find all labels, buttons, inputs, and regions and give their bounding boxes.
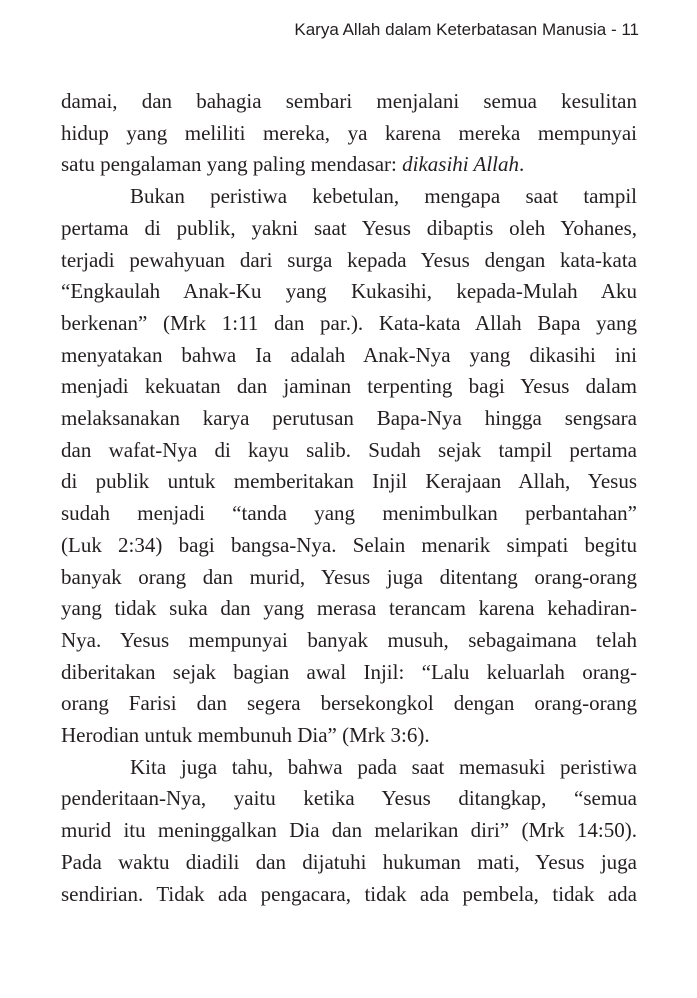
text-line: Herodian untuk membunuh Dia” (Mrk 3:6).: [61, 723, 430, 748]
emphasis-text: dikasihi Allah: [402, 152, 520, 177]
text-line: berkenan” (Mrk 1:11 dan par.). Kata-kata Allah Bapa yang: [61, 310, 637, 335]
text-line: Nya. Yesus mempunyai banyak musuh, sebagaimana telah: [61, 627, 637, 652]
text-line: banyak orang dan murid, Yesus juga ditentang orang-orang: [61, 564, 637, 589]
text-line: Bukan peristiwa kebetulan, mengapa saat tampil: [130, 184, 637, 209]
text-line: diberitakan sejak bagian awal Injil: “Lalu keluarlah orang-: [61, 659, 637, 684]
running-header: Karya Allah dalam Keterbatasan Manusia - 11: [294, 20, 639, 39]
text-line: terjadi pewahyuan dari surga kepada Yesus dengan kata-kata: [61, 247, 637, 272]
body-text: [61, 86, 637, 910]
text-line: orang Farisi dan segera bersekongkol dengan orang-orang: [61, 691, 637, 716]
text-span: .: [519, 152, 525, 177]
text-line: sudah menjadi “tanda yang menimbulkan perbantahan”: [61, 501, 637, 526]
text-line: [61, 149, 637, 181]
text-line: Kita juga tahu, bahwa pada saat memasuki peristiwa: [130, 754, 637, 779]
text-line: Pada waktu diadili dan dijatuhi hukuman mati, Yesus juga: [61, 849, 637, 874]
text-line: penderitaan-Nya, yaitu ketika Yesus ditangkap, “semua: [61, 786, 637, 811]
text-line: (Luk 2:34) bagi bangsa-Nya. Selain menarik simpati begitu: [61, 532, 637, 557]
text-line: damai, dan bahagia sembari menjalani semua kesulitan: [61, 89, 637, 113]
paragraph-2: [61, 181, 637, 752]
text-line: yang tidak suka dan yang merasa terancam karena kehadiran-: [61, 596, 637, 621]
text-line: melaksanakan karya perutusan Bapa-Nya hingga sengsara: [61, 406, 637, 431]
text-line: dan wafat-Nya di kayu salib. Sudah sejak tampil pertama: [61, 437, 637, 462]
text-line: “Engkaulah Anak-Ku yang Kukasihi, kepada-Mulah Aku: [61, 279, 637, 304]
text-line: pertama di publik, yakni saat Yesus dibaptis oleh Yohanes,: [61, 215, 637, 240]
text-line: menyatakan bahwa Ia adalah Anak-Nya yang dikasihi ini: [61, 342, 637, 367]
paragraph-1: [61, 86, 637, 181]
text-line: hidup yang meliliti mereka, ya karena mereka mempunyai: [61, 120, 637, 145]
text-line: menjadi kekuatan dan jaminan terpenting bagi Yesus dalam: [61, 374, 637, 399]
text-line: di publik untuk memberitakan Injil Kerajaan Allah, Yesus: [61, 469, 637, 494]
text-span: satu pengalaman yang paling mendasar:: [61, 152, 403, 177]
text-line: murid itu meninggalkan Dia dan melarikan diri” (Mrk 14:50).: [61, 818, 637, 843]
text-line: sendirian. Tidak ada pengacara, tidak ada pembela, tidak ada: [61, 881, 637, 906]
paragraph-3: [61, 752, 637, 911]
